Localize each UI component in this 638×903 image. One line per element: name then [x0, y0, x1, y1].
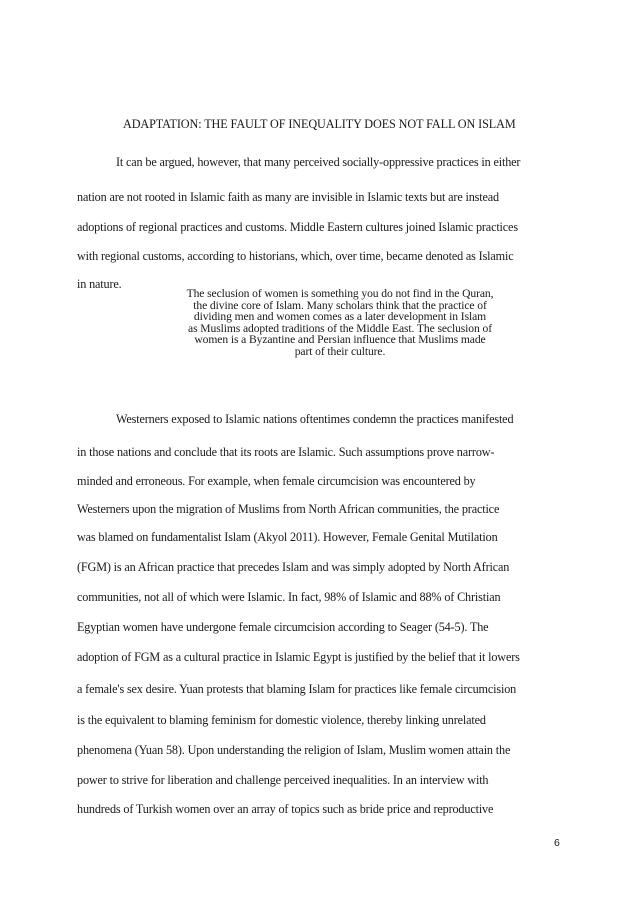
paragraph-1-line: with regional customs, according to historians, which, over time, became denoted as Islamic — [77, 249, 514, 263]
paragraph-2-line: Egyptian women have undergone female circumcision according to Seager (54-5). The — [77, 620, 489, 634]
paragraph-2-line: (FGM) is an African practice that precedes Islam and was simply adopted by North African — [77, 560, 510, 574]
paragraph-2-line: hundreds of Turkish women over an array of topics such as bride price and reproductive — [77, 802, 494, 816]
paragraph-1-line: in nature. — [77, 277, 122, 291]
block-quote-line: dividing men and women comes as a later development in Islam — [193, 310, 487, 324]
block-quote-line: the divine core of Islam. Many scholars think that the practice of — [193, 298, 487, 312]
paragraph-2-line: communities, not all of which were Islamic. In fact, 98% of Islamic and 88% of Christian — [77, 590, 501, 604]
section-heading: ADAPTATION: THE FAULT OF INEQUALITY DOES NOT FALL ON ISLAM — [123, 117, 516, 131]
paragraph-2-line: phenomena (Yuan 58). Upon understanding the religion of Islam, Muslim women attain the — [77, 743, 511, 757]
paragraph-2-line: a female's sex desire. Yuan protests that blaming Islam for practices like female circumcision — [77, 682, 517, 696]
block-quote-line: as Muslims adopted traditions of the Middle East. The seclusion of — [188, 321, 492, 335]
page-number: 6 — [554, 837, 560, 849]
paragraph-1-line: It can be argued, however, that many perceived socially-oppressive practices in either — [116, 155, 521, 169]
paragraph-2-line: minded and erroneous. For example, when female circumcision was encountered by — [77, 474, 476, 488]
block-quote — [160, 288, 520, 358]
block-quote-line: women is a Byzantine and Persian influence that Muslims made — [194, 333, 486, 347]
paragraph-2-line: Westerners exposed to Islamic nations oftentimes condemn the practices manifested — [116, 412, 514, 426]
paragraph-1-line: adoptions of regional practices and customs. Middle Eastern cultures joined Islamic practices — [77, 220, 518, 234]
block-quote-line: The seclusion of women is something you do not find in the Quran, — [186, 287, 494, 300]
paragraph-2-line: Westerners upon the migration of Muslims from North African communities, the practice — [77, 502, 500, 516]
paragraph-2-line: power to strive for liberation and challenge perceived inequalities. In an interview with — [77, 773, 489, 787]
block-quote-line: part of their culture. — [294, 344, 386, 358]
paragraph-2-line: is the equivalent to blaming feminism for domestic violence, thereby linking unrelated — [77, 713, 486, 727]
paragraph-2-line: was blamed on fundamentalist Islam (Akyol 2011). However, Female Genital Mutilation — [77, 530, 498, 544]
paragraph-2-line: in those nations and conclude that its roots are Islamic. Such assumptions prove narrow- — [77, 445, 495, 459]
paragraph-2-line: adoption of FGM as a cultural practice in Islamic Egypt is justified by the belief that it lowers — [77, 650, 520, 664]
paragraph-1-line: nation are not rooted in Islamic faith as many are invisible in Islamic texts but are instead — [77, 190, 499, 204]
